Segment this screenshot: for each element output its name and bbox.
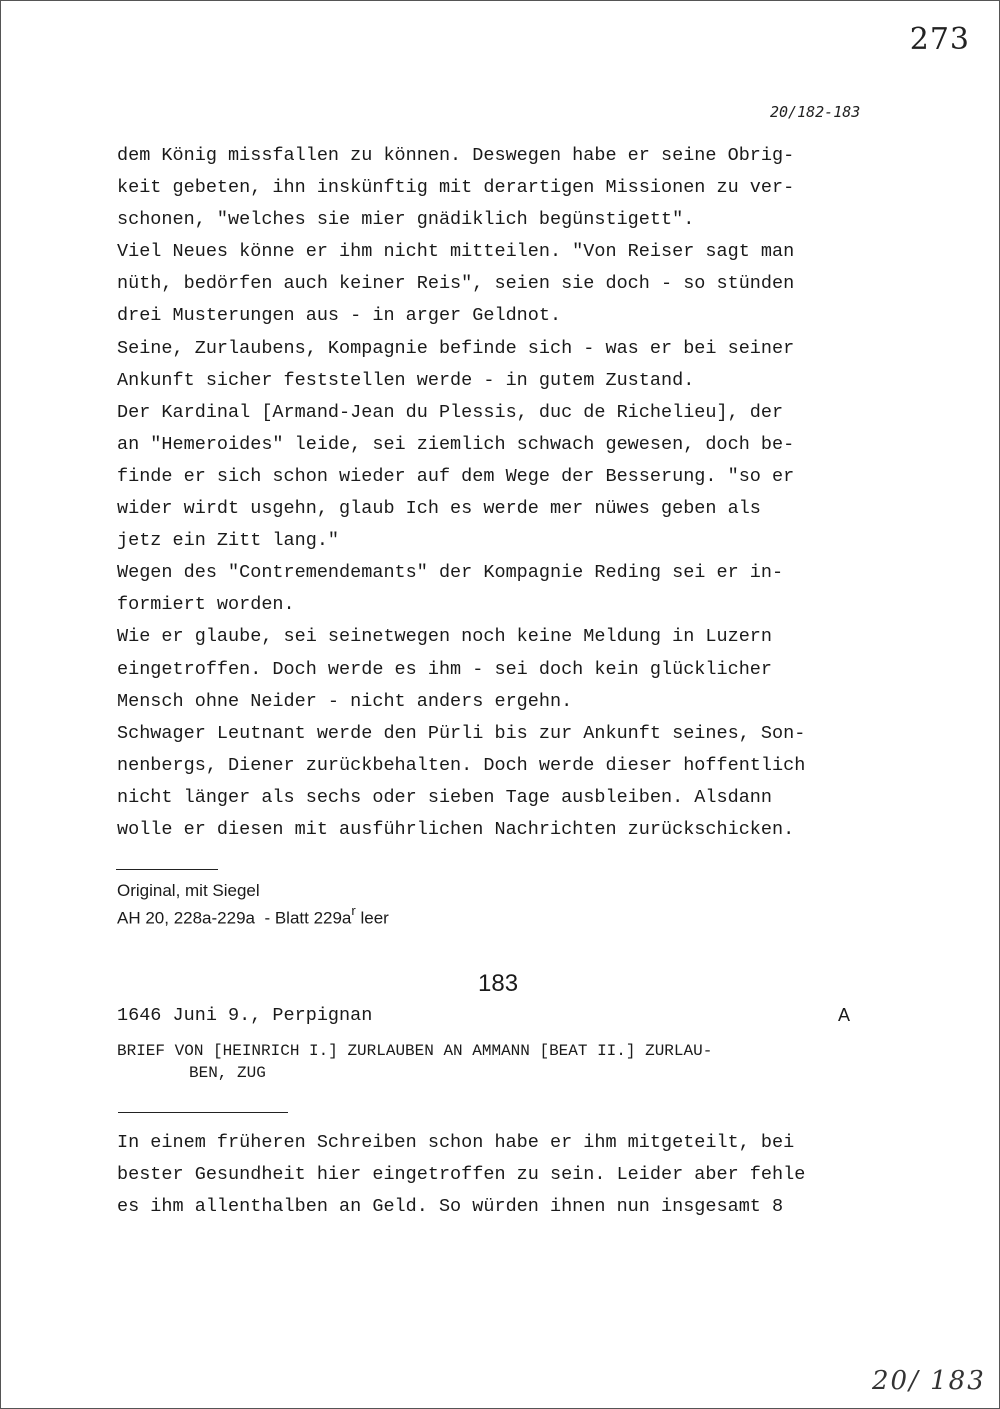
text-line: es ihm allenthalben an Geld. So würden ihnen nun insgesamt 8: [117, 1196, 784, 1218]
superscript-recto: r: [351, 903, 356, 918]
text-line: Viel Neues könne er ihm nicht mitteilen. "Von Reiser sagt man: [117, 241, 795, 263]
text-line: dem König missfallen zu können. Deswegen habe er seine Obrig-: [117, 145, 795, 166]
letter-heading: [117, 1040, 877, 1084]
text-line: formiert worden.: [117, 594, 295, 616]
document-reference: 20/182-183: [770, 103, 861, 121]
text-line: keit gebeten, ihn inskünftig mit derartigen Missionen zu ver-: [117, 177, 795, 199]
source-note-line: Original, mit Siegel: [117, 881, 260, 900]
text-line: Seine, Zurlaubens, Kompagnie befinde sich - was er bei seiner: [117, 337, 795, 359]
heading-rule: [118, 1112, 288, 1113]
source-note: [117, 880, 389, 930]
document-number: 183: [478, 970, 519, 997]
text-line: eingetroffen. Doch werde es ihm - sei doch kein glücklicher: [117, 658, 773, 680]
text-line: an "Hemeroides" leide, sei ziemlich schwach gewesen, doch be-: [117, 433, 795, 455]
text-line: In einem früheren Schreiben schon habe er ihm mitgeteilt, bei: [117, 1132, 795, 1153]
page-number: 273: [909, 22, 970, 57]
text-line: Ankunft sicher feststellen werde - in gutem Zustand.: [117, 369, 695, 391]
text-line: nicht länger als sechs oder sieben Tage ausbleiben. Alsdann: [117, 786, 773, 808]
text-line: bester Gesundheit hier eingetroffen zu sein. Leider aber fehle: [117, 1164, 806, 1186]
text-line: Wegen des "Contremendemants" der Kompagnie Reding sei er in-: [117, 562, 784, 584]
text-line: wider wirdt usgehn, glaub Ich es werde mer nüwes geben als: [117, 498, 761, 520]
text-line: nenbergs, Diener zurückbehalten. Doch werde dieser hoffentlich: [117, 754, 806, 776]
text-line: Der Kardinal [Armand-Jean du Plessis, duc de Richelieu], der: [117, 401, 784, 423]
body-text: [117, 140, 877, 846]
document-marker: A: [838, 1005, 851, 1025]
handwritten-annotation: 20/ 183: [872, 1366, 986, 1396]
text-line: nüth, bedörfen auch keiner Reis", seien sie doch - so stünden: [117, 273, 795, 295]
archive-reference-tail: leer: [355, 908, 389, 928]
heading-line: BRIEF VON [HEINRICH I.] ZURLAUBEN AN AMMANN [BEAT II.] ZURLAU-: [117, 1042, 713, 1060]
heading-line: BEN, ZUG: [189, 1064, 266, 1082]
letter-summary: [117, 1127, 897, 1223]
text-line: Mensch ohne Neider - nicht anders ergehn.: [117, 690, 573, 712]
date-place: 1646 Juni 9., Perpignan: [117, 1005, 373, 1026]
footnote-rule: [116, 869, 218, 870]
text-line: finde er sich schon wieder auf dem Wege der Besserung. "so er: [117, 465, 795, 487]
text-line: jetz ein Zitt lang.": [117, 530, 340, 552]
archive-reference: AH 20, 228a-229a - Blatt 229a: [117, 908, 352, 928]
text-line: Wie er glaube, sei seinetwegen noch keine Meldung in Luzern: [117, 626, 773, 648]
text-line: schonen, "welches sie mier gnädiklich begünstigett".: [117, 209, 695, 231]
text-line: wolle er diesen mit ausführlichen Nachrichten zurückschicken.: [117, 818, 795, 840]
source-note-line: [117, 902, 389, 930]
text-line: Schwager Leutnant werde den Pürli bis zur Ankunft seines, Son-: [117, 722, 806, 744]
text-line: drei Musterungen aus - in arger Geldnot.: [117, 305, 562, 327]
